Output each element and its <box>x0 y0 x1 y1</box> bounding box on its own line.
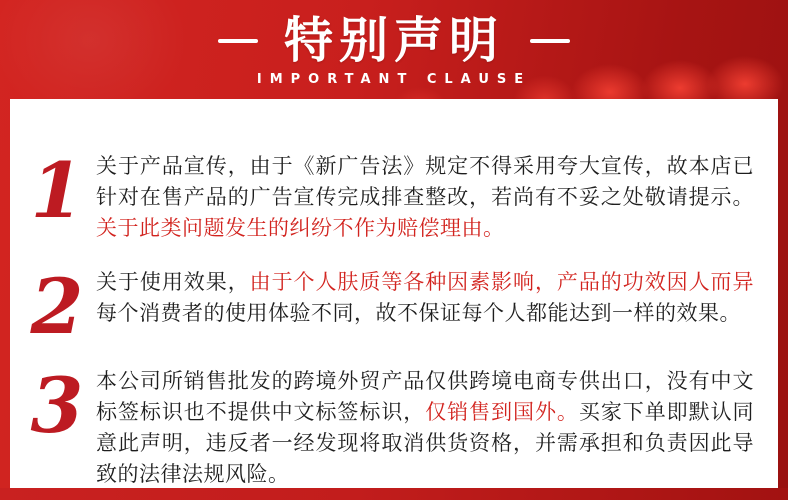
statement-text-segment-red: 关于此类问题发生的纠纷不作为赔偿理由。 <box>96 216 505 240</box>
title-dash-left-icon <box>218 39 258 43</box>
statement-item-3 <box>30 361 755 490</box>
page-subtitle: IMPORTANT CLAUSE <box>256 72 532 87</box>
statement-item-2 <box>30 262 755 351</box>
page-title: 特别声明 <box>283 12 504 69</box>
item-number: 3 <box>30 361 84 451</box>
statement-text-segment: 关于使用效果， <box>96 270 250 294</box>
statement-text-segment: 关于产品宣传，由于《新广告法》规定不得采用夸大宣传，故本店已针对在售产品的广告宣传完成排查整改，若尚有不妥之处敬请提示。 <box>96 154 754 209</box>
statement-text-segment: 本公司所销售批发的跨境外贸产品仅供跨境电商专供出口，没有中文标签标识也不提供中文标签标识， <box>96 369 754 425</box>
title-dash-right-icon <box>530 39 570 43</box>
statement-text-segment: 每个消费者的使用体验不同，故不保证每个人都能达到一样的效果。 <box>96 301 741 325</box>
banner-header <box>0 0 788 99</box>
statement-card <box>10 99 778 488</box>
statement-text-segment-red: 仅销售到国外。 <box>425 400 579 425</box>
title-row <box>218 12 570 69</box>
statement-item-1 <box>30 146 754 244</box>
statement-text-segment: 买家下单即默认同意此声明，违反者一经发现将取消供货资格，并需承担和负责因此导致的法律法规风险。 <box>96 400 755 487</box>
bottom-red-strip <box>0 488 788 500</box>
statement-paragraph <box>96 151 754 244</box>
item-number: 1 <box>30 146 84 235</box>
item-number: 2 <box>30 262 84 351</box>
statement-text-segment-red: 由于个人肤质等各种因素影响，产品的功效因人而异 <box>249 270 755 294</box>
statement-paragraph <box>96 267 754 343</box>
statement-paragraph <box>96 366 754 490</box>
